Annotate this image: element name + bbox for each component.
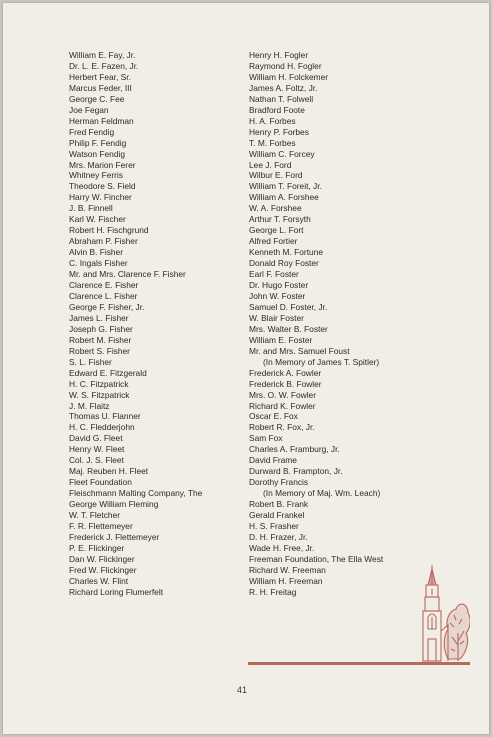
left-entry: S. L. Fisher xyxy=(69,356,112,367)
right-entry: Dorothy Francis xyxy=(249,477,309,488)
right-entry: Samuel D. Foster, Jr. xyxy=(249,301,328,312)
right-entry: Lee J. Ford xyxy=(249,159,292,170)
right-entry: D. H. Frazer, Jr. xyxy=(249,531,308,542)
left-entry: Abraham P. Fisher xyxy=(69,236,138,247)
right-entry: William H. Freeman xyxy=(249,575,323,586)
right-entry: Nathan T. Folwell xyxy=(249,93,314,104)
right-entry: John W. Foster xyxy=(249,290,306,301)
left-entry: Whitney Ferris xyxy=(69,170,123,181)
right-entry: W. A. Forshee xyxy=(249,203,302,214)
right-entry: William T. Foreit, Jr. xyxy=(249,181,322,192)
left-entry: Fred Fendig xyxy=(69,126,115,137)
right-entry: William A. Forshee xyxy=(249,192,319,203)
page-number: 41 xyxy=(237,685,248,695)
left-entry: Joe Fegan xyxy=(69,104,109,115)
right-entry: Arthur T. Forsyth xyxy=(249,214,311,225)
right-entry: Dr. Hugo Foster xyxy=(249,280,309,291)
right-entry: William C. Forcey xyxy=(249,148,315,159)
right-entry: David Frame xyxy=(249,455,297,466)
ground-line xyxy=(248,662,470,665)
right-entry: Robert B. Frank xyxy=(249,499,309,510)
left-entry: David G. Fleet xyxy=(69,433,123,444)
left-entry: Fleet Foundation xyxy=(69,477,132,488)
left-entry: H. C. Fledderjohn xyxy=(69,422,135,433)
left-entry: Robert H. Fischgrund xyxy=(69,225,149,236)
left-entry: Fleischmann Malting Company, The xyxy=(69,488,203,499)
left-entry: Maj. Reuben H. Fleet xyxy=(69,466,149,477)
right-entry: Freeman Foundation, The Ella West xyxy=(249,553,384,564)
right-entry: Alfred Fortier xyxy=(249,236,298,247)
left-entry: C. Ingals Fisher xyxy=(69,258,128,269)
left-entry: Karl W. Fischer xyxy=(69,214,126,225)
right-entry: William H. Folckemer xyxy=(249,71,329,82)
left-entry: Alvin B. Fisher xyxy=(69,247,123,258)
left-entry: Fred W. Flickinger xyxy=(69,564,137,575)
right-entry: George L. Fort xyxy=(249,225,304,236)
church-illustration-icon xyxy=(418,563,470,668)
right-entry: W. Blair Foster xyxy=(249,312,304,323)
left-entry: Theodore S. Field xyxy=(69,181,136,192)
left-entry: Clarence E. Fisher xyxy=(69,280,139,291)
left-entry: Dan W. Flickinger xyxy=(69,553,135,564)
left-entry: Richard Loring Flumerfelt xyxy=(69,586,164,597)
right-entry: Frederick B. Fowler xyxy=(249,378,322,389)
right-entry: (In Memory of Maj. Wm. Leach) xyxy=(263,488,381,499)
right-entry: Earl F. Foster xyxy=(249,269,299,280)
left-entry: Mrs. Marion Ferer xyxy=(69,159,136,170)
right-entry: Mr. and Mrs. Samuel Foust xyxy=(249,345,350,356)
left-entry: Frederick J. Flettemeyer xyxy=(69,531,160,542)
left-entry: James L. Fisher xyxy=(69,312,129,323)
left-entry: William E. Fay, Jr. xyxy=(69,50,136,60)
left-entry: Joseph G. Fisher xyxy=(69,323,133,334)
right-entry: (In Memory of James T. Spitler) xyxy=(263,356,380,367)
left-entry: Edward E. Fitzgerald xyxy=(69,367,147,378)
left-entry: Watson Fendig xyxy=(69,148,126,159)
left-entry: George F. Fisher, Jr. xyxy=(69,301,145,312)
right-entry: James A. Foltz, Jr. xyxy=(249,82,318,93)
right-entry: Bradford Foote xyxy=(249,104,305,115)
right-entry: Durward B. Frampton, Jr. xyxy=(249,466,343,477)
right-entry: Henry H. Fogler xyxy=(249,50,309,60)
left-entry: Harry W. Fincher xyxy=(69,192,132,203)
document-page xyxy=(3,3,489,734)
left-entry: Thomas U. Flanner xyxy=(69,411,141,422)
right-entry: H. A. Forbes xyxy=(249,115,296,126)
right-entry: Kenneth M. Fortune xyxy=(249,247,324,258)
right-entry: Oscar E. Fox xyxy=(249,411,298,422)
right-entry: Henry P. Forbes xyxy=(249,126,309,137)
left-entry: Philip F. Fendig xyxy=(69,137,127,148)
right-entry: William E. Foster xyxy=(249,334,313,345)
right-entry: Donald Roy Foster xyxy=(249,258,319,269)
left-entry: George William Fleming xyxy=(69,499,159,510)
right-entry: Mrs. O. W. Fowler xyxy=(249,389,316,400)
left-entry: Robert S. Fisher xyxy=(69,345,130,356)
right-entry: Raymond H. Fogler xyxy=(249,60,322,71)
right-entry: Sam Fox xyxy=(249,433,283,444)
left-entry: F. R. Flettemeyer xyxy=(69,520,133,531)
left-entry: Herman Feldman xyxy=(69,115,134,126)
left-entry: Col. J. S. Fleet xyxy=(69,455,124,466)
left-entry: W. S. Fitzpatrick xyxy=(69,389,130,400)
left-entry: Herbert Fear, Sr. xyxy=(69,71,131,82)
right-entry: Robert R. Fox, Jr. xyxy=(249,422,315,433)
left-entry: Henry W. Fleet xyxy=(69,444,125,455)
left-entry: J. M. Flaitz xyxy=(69,400,110,411)
right-entry: Frederick A. Fowler xyxy=(249,367,322,378)
right-entry: Wade H. Free, Jr. xyxy=(249,542,315,553)
left-entry: J. B. Finnell xyxy=(69,203,113,214)
right-entry: Gerald Frankel xyxy=(249,510,305,521)
right-entry: Richard W. Freeman xyxy=(249,564,326,575)
donor-list-right xyxy=(249,50,383,598)
left-entry: George C. Fee xyxy=(69,93,125,104)
left-entry: H. C. Fitzpatrick xyxy=(69,378,129,389)
right-entry: Mrs. Walter B. Foster xyxy=(249,323,328,334)
right-entry: T. M. Forbes xyxy=(249,137,296,148)
right-entry: H. S. Frasher xyxy=(249,520,299,531)
left-entry: Dr. L. E. Fazen, Jr. xyxy=(69,60,139,71)
left-entry: Robert M. Fisher xyxy=(69,334,132,345)
right-entry: Charles A. Framburg, Jr. xyxy=(249,444,340,455)
right-entry: R. H. Freitag xyxy=(249,586,297,597)
right-entry: Wilbur E. Ford xyxy=(249,170,303,181)
left-entry: Clarence L. Fisher xyxy=(69,290,138,301)
left-entry: Mr. and Mrs. Clarence F. Fisher xyxy=(69,269,186,280)
left-entry: Marcus Feder, III xyxy=(69,82,132,93)
left-entry: P. E. Flickinger xyxy=(69,542,125,553)
right-entry: Richard K. Fowler xyxy=(249,400,316,411)
donor-list-left xyxy=(69,50,202,598)
left-entry: Charles W. Flint xyxy=(69,575,129,586)
left-entry: W. T. Fletcher xyxy=(69,510,121,521)
